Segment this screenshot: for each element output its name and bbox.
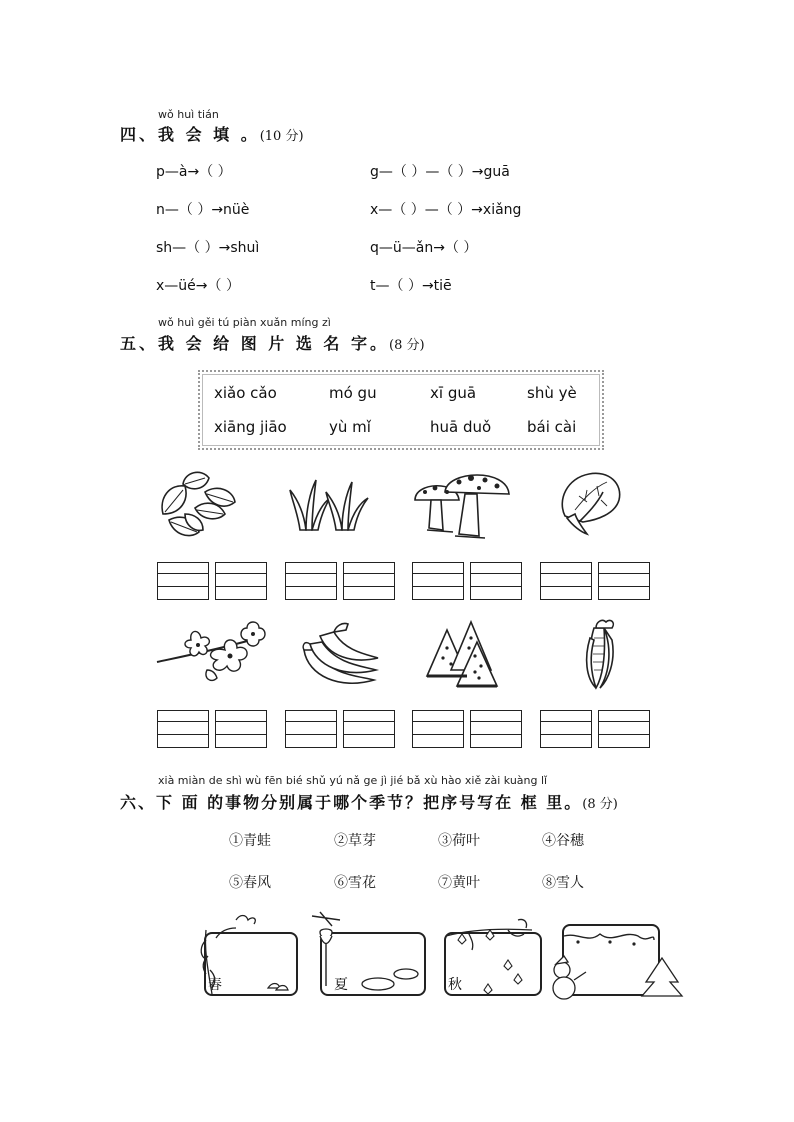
- word-1: xiǎo cǎo: [214, 384, 277, 402]
- option-8: ⑧雪人: [542, 875, 584, 891]
- dragonfly-lotus-icon: [306, 910, 430, 1002]
- s4-score: (10 分): [259, 129, 304, 144]
- word-6: yù mǐ: [329, 418, 371, 436]
- answer-grid-6a[interactable]: [285, 710, 337, 748]
- answer-grid-2b[interactable]: [343, 562, 395, 600]
- s4-item-1[interactable]: p—à→（ ）: [156, 164, 232, 180]
- answer-grid-7a[interactable]: [412, 710, 464, 748]
- mushroom-icon: [413, 470, 511, 542]
- watermelon-icon: [425, 618, 501, 690]
- s5-title: 五、我 会 给 图 片 选 名 字。: [120, 334, 389, 353]
- answer-grid-4a[interactable]: [540, 562, 592, 600]
- word-4: shù yè: [527, 384, 577, 402]
- s4-item-4[interactable]: x—（ ）—（ ）→xiǎng: [370, 202, 522, 218]
- s4-heading: [120, 122, 304, 145]
- s4-item-7[interactable]: x—üé→（ ）: [156, 278, 240, 294]
- season-autumn-label: 秋: [448, 977, 462, 993]
- s4-item-8[interactable]: t—（ ）→tiē: [370, 278, 452, 294]
- s4-item-2[interactable]: g—（ ）—（ ）→guā: [370, 164, 510, 180]
- cabbage-icon: [557, 470, 627, 542]
- corn-icon: [582, 618, 622, 692]
- s4-item-6[interactable]: q—ü—ǎn→（ ）: [370, 240, 478, 256]
- s4-pinyin: wǒ huì tián: [158, 108, 219, 121]
- s6-pinyin: xià miàn de shì wù fēn bié shǔ yú nǎ ge jì jié bǎ xù hào xiě zài kuàng lǐ: [158, 774, 548, 787]
- leaves-icon: [155, 470, 239, 540]
- answer-grid-4b[interactable]: [598, 562, 650, 600]
- answer-grid-1a[interactable]: [157, 562, 209, 600]
- s6-score: (8 分): [582, 797, 618, 812]
- answer-grid-2a[interactable]: [285, 562, 337, 600]
- answer-grid-8b[interactable]: [598, 710, 650, 748]
- answer-grid-5b[interactable]: [215, 710, 267, 748]
- banana-icon: [300, 620, 384, 692]
- option-3: ③荷叶: [438, 833, 480, 849]
- s4-item-3[interactable]: n—（ ）→nüè: [156, 202, 250, 218]
- answer-grid-6b[interactable]: [343, 710, 395, 748]
- season-spring-label: 春: [208, 977, 222, 993]
- word-3: xī guā: [430, 384, 477, 402]
- answer-grid-5a[interactable]: [157, 710, 209, 748]
- snowman-tree-icon: [548, 922, 680, 1002]
- option-6: ⑥雪花: [334, 875, 376, 891]
- word-8: bái cài: [527, 418, 577, 436]
- answer-grid-3b[interactable]: [470, 562, 522, 600]
- autumn-branch-icon: [438, 914, 542, 998]
- s4-title: 四、我 会 填 。: [120, 125, 260, 144]
- season-summer-label: 夏: [334, 977, 348, 993]
- s6-title: 六、下 面 的事物分别属于哪个季节？把序号写在 框 里。: [120, 793, 583, 812]
- option-4: ④谷穗: [542, 833, 584, 849]
- s5-score: (8 分): [389, 338, 425, 353]
- answer-grid-7b[interactable]: [470, 710, 522, 748]
- option-2: ②草芽: [334, 833, 376, 849]
- option-7: ⑦黄叶: [438, 875, 480, 891]
- answer-grid-3a[interactable]: [412, 562, 464, 600]
- willow-branch-icon: [196, 910, 296, 996]
- option-5: ⑤春风: [229, 875, 271, 891]
- word-7: huā duǒ: [430, 418, 492, 436]
- s5-pinyin: wǒ huì gěi tú piàn xuǎn míng zì: [158, 316, 331, 329]
- grass-icon: [290, 474, 370, 534]
- flower-icon: [155, 620, 267, 692]
- s4-item-5[interactable]: sh—（ ）→shuì: [156, 240, 260, 256]
- word-bank: [198, 370, 604, 450]
- s5-heading: [120, 331, 425, 354]
- word-2: mó gu: [329, 384, 377, 402]
- answer-grid-1b[interactable]: [215, 562, 267, 600]
- option-1: ①青蛙: [229, 833, 271, 849]
- s6-heading: [120, 790, 618, 813]
- answer-grid-8a[interactable]: [540, 710, 592, 748]
- word-5: xiāng jiāo: [214, 418, 287, 436]
